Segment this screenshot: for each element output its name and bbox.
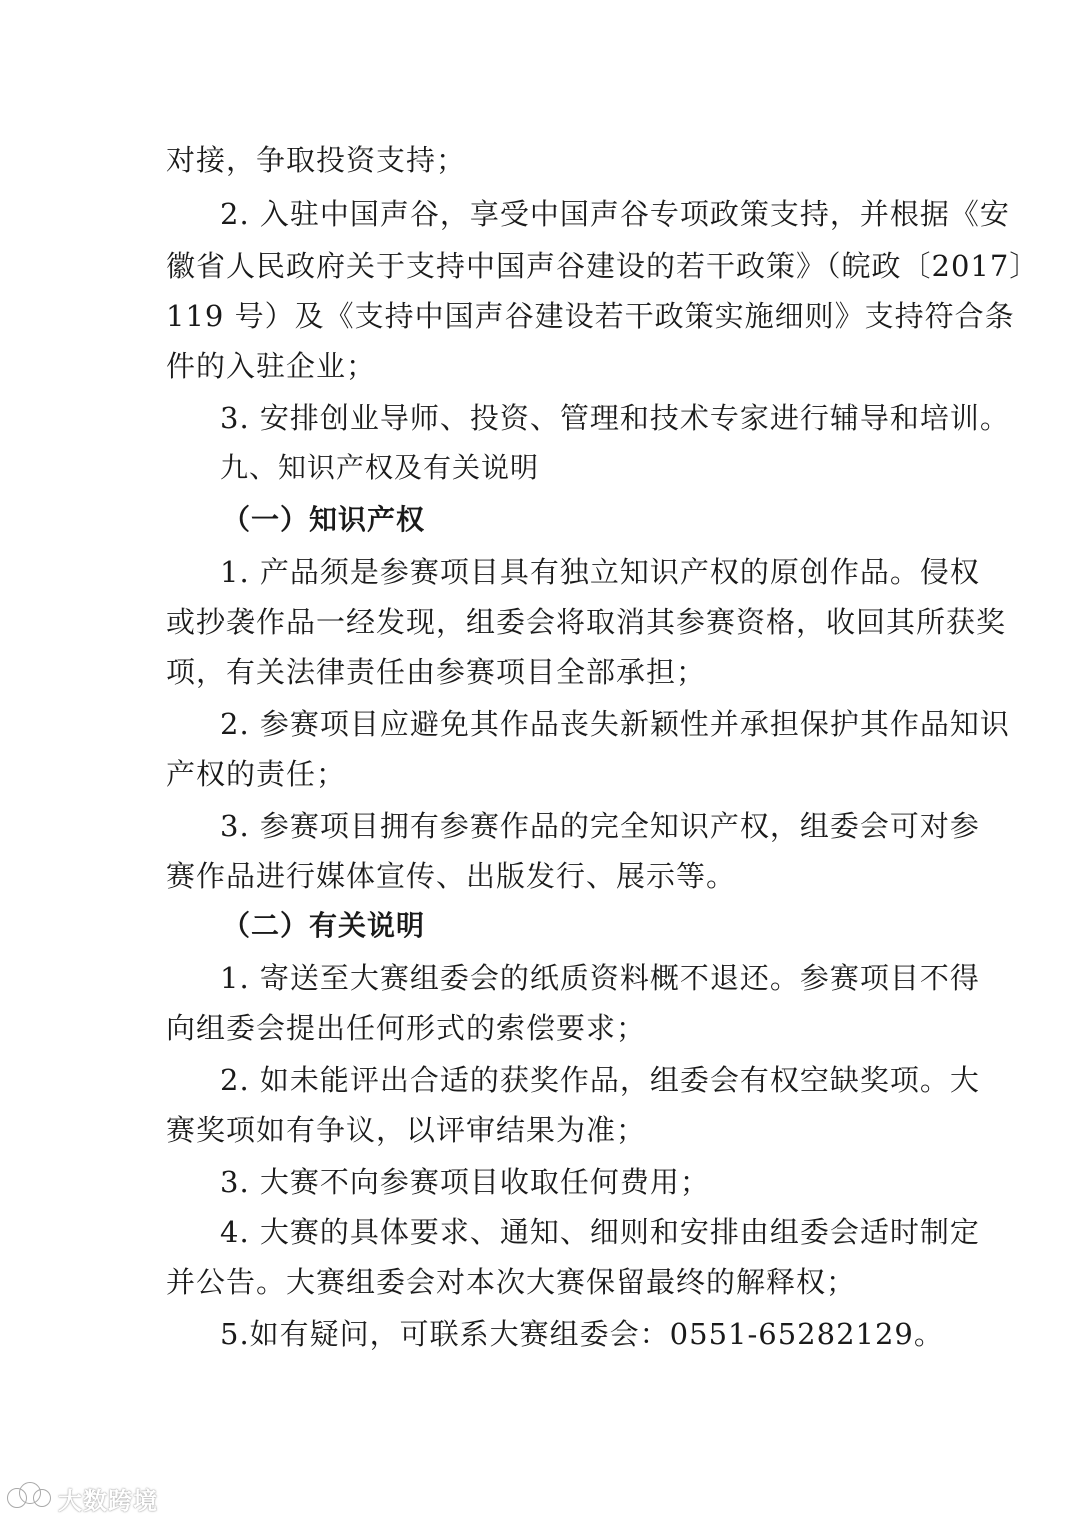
paragraph-line: 并公告。大赛组委会对本次大赛保留最终的解释权； [166, 1265, 857, 1299]
paragraph-line: 或抄袭作品一经发现，组委会将取消其参赛资格，收回其所获奖 [166, 605, 1007, 639]
paragraph-line: 4. 大赛的具体要求、通知、细则和安排由组委会适时制定 [220, 1215, 980, 1249]
watermark-text: 大数跨境 [58, 1486, 158, 1515]
paragraph-line: 3. 安排创业导师、投资、管理和技术专家进行辅导和培训。 [220, 401, 1010, 435]
paragraph-line: 对接，争取投资支持； [166, 143, 467, 177]
paragraph-line: 项，有关法律责任由参赛项目全部承担； [166, 655, 707, 689]
paragraph-line: 向组委会提出任何形式的索偿要求； [166, 1011, 647, 1045]
cloud-logo-icon [6, 1481, 52, 1515]
paragraph-line: 赛奖项如有争议，以评审结果为准； [166, 1113, 647, 1147]
paragraph-line: 2. 入驻中国声谷，享受中国声谷专项政策支持，并根据《安 [220, 197, 1010, 231]
paragraph-line: 赛作品进行媒体宣传、出版发行、展示等。 [166, 859, 737, 893]
subsection-heading: （二）有关说明 [222, 909, 426, 942]
paragraph-line: 产权的责任； [166, 757, 347, 791]
paragraph-line: 徽省人民政府关于支持中国声谷建设的若干政策》（皖政〔2017〕 [166, 249, 1040, 283]
subsection-heading: （一）知识产权 [222, 503, 426, 536]
paragraph-line: 3. 大赛不向参赛项目收取任何费用； [220, 1165, 710, 1199]
section-heading: 九、知识产权及有关说明 [220, 451, 540, 484]
paragraph-line: 1. 产品须是参赛项目具有独立知识产权的原创作品。侵权 [220, 555, 980, 589]
paragraph-line: 1. 寄送至大赛组委会的纸质资料概不退还。参赛项目不得 [220, 961, 980, 995]
paragraph-line: 2. 如未能评出合适的获奖作品，组委会有权空缺奖项。大 [220, 1063, 980, 1097]
paragraph-line: 5.如有疑问，可联系大赛组委会：0551-65282129。 [220, 1317, 944, 1351]
paragraph-line: 3. 参赛项目拥有参赛作品的完全知识产权，组委会可对参 [220, 809, 980, 843]
paragraph-line: 件的入驻企业； [166, 349, 377, 383]
paragraph-line: 2. 参赛项目应避免其作品丧失新颖性并承担保护其作品知识 [220, 707, 1010, 741]
paragraph-line: 119 号）及《支持中国声谷建设若干政策实施细则》支持符合条 [166, 299, 1015, 333]
watermark [6, 1480, 158, 1516]
